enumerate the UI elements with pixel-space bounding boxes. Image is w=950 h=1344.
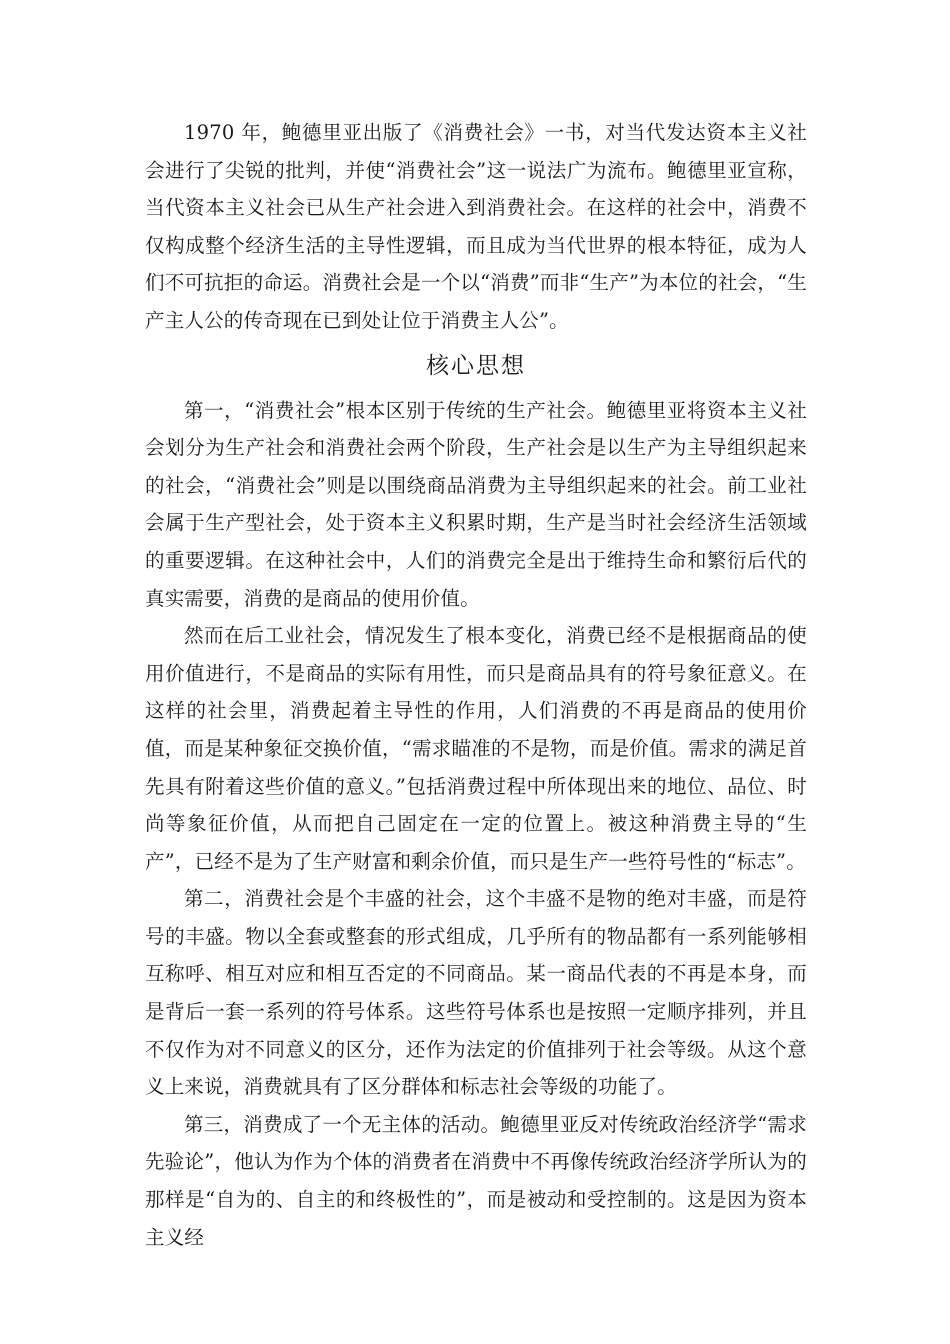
intro-paragraph: 1970 年，鲍德里亚出版了《消费社会》一书，对当代发达资本主义社会进行了尖锐的批判，并使“消费社会”这一说法广为流布。鲍德里亚宣称，当代资本主义社会已从生产社会进入到消费社会。在这样的社会中，消费不仅构成整个经济生活的主导性逻辑，而且成为当代世界的根本特征，成为人们不可抗拒的命运。消费社会是一个以“消费”而非“生产”为本位的社会，“生产主人公的传奇现在已到处让位于消费主人公”。 xyxy=(145,121,807,332)
document-page xyxy=(145,114,807,1256)
body-paragraph-1: 第一，“消费社会”根本区别于传统的生产社会。鲍德里亚将资本主义社会划分为生产社会和消费社会两个阶段，生产社会是以生产为主导组织起来的社会，“消费社会”则是以围绕商品消费为主导组织起来的社会。前工业社会属于生产型社会，处于资本主义积累时期，生产是当时社会经济生活领域的重要逻辑。在这种社会中，人们的消费完全是出于维持生命和繁衍后代的真实需要，消费的是商品的使用价值。 xyxy=(145,398,807,610)
section-heading: 核心思想 xyxy=(426,352,526,379)
body-paragraph-3: 第二，消费社会是个丰盛的社会，这个丰盛不是物的绝对丰盛，而是符号的丰盛。物以全套或整套的形式组成，几乎所有的物品都有一系列能够相互称呼、相互对应和相互否定的不同商品。某一商品代表的不再是本身，而是背后一套一系列的符号体系。这些符号体系也是按照一定顺序排列，并且不仅作为对不同意义的区分，还作为法定的价值排列于社会等级。从这个意义上来说，消费就具有了区分群体和标志社会等级的功能了。 xyxy=(145,887,807,1099)
body-paragraph-2: 然而在后工业社会，情况发生了根本变化，消费已经不是根据商品的使用价值进行，不是商品的实际有用性，而只是商品具有的符号象征意义。在这样的社会里，消费起着主导性的作用，人们消费的不再是商品的使用价值，而是某种象征交换价值，“需求瞄准的不是物，而是价值。需求的满足首先具有附着这些价值的意义。”包括消费过程中所体现出来的地位、品位、时尚等象征价值，从而把自己固定在一定的位置上。被这种消费主导的“生产”，已经不是为了生产财富和剩余价值，而只是生产一些符号性的“标志”。 xyxy=(145,624,807,873)
body-paragraph-4: 第三，消费成了一个无主体的活动。鲍德里亚反对传统政治经济学“需求先验论”，他认为作为个体的消费者在消费中不再像传统政治经济学所认为的那样是“自为的、自主的和终极性的”，而是被动和受控制的。这是因为资本主义经 xyxy=(145,1112,807,1249)
